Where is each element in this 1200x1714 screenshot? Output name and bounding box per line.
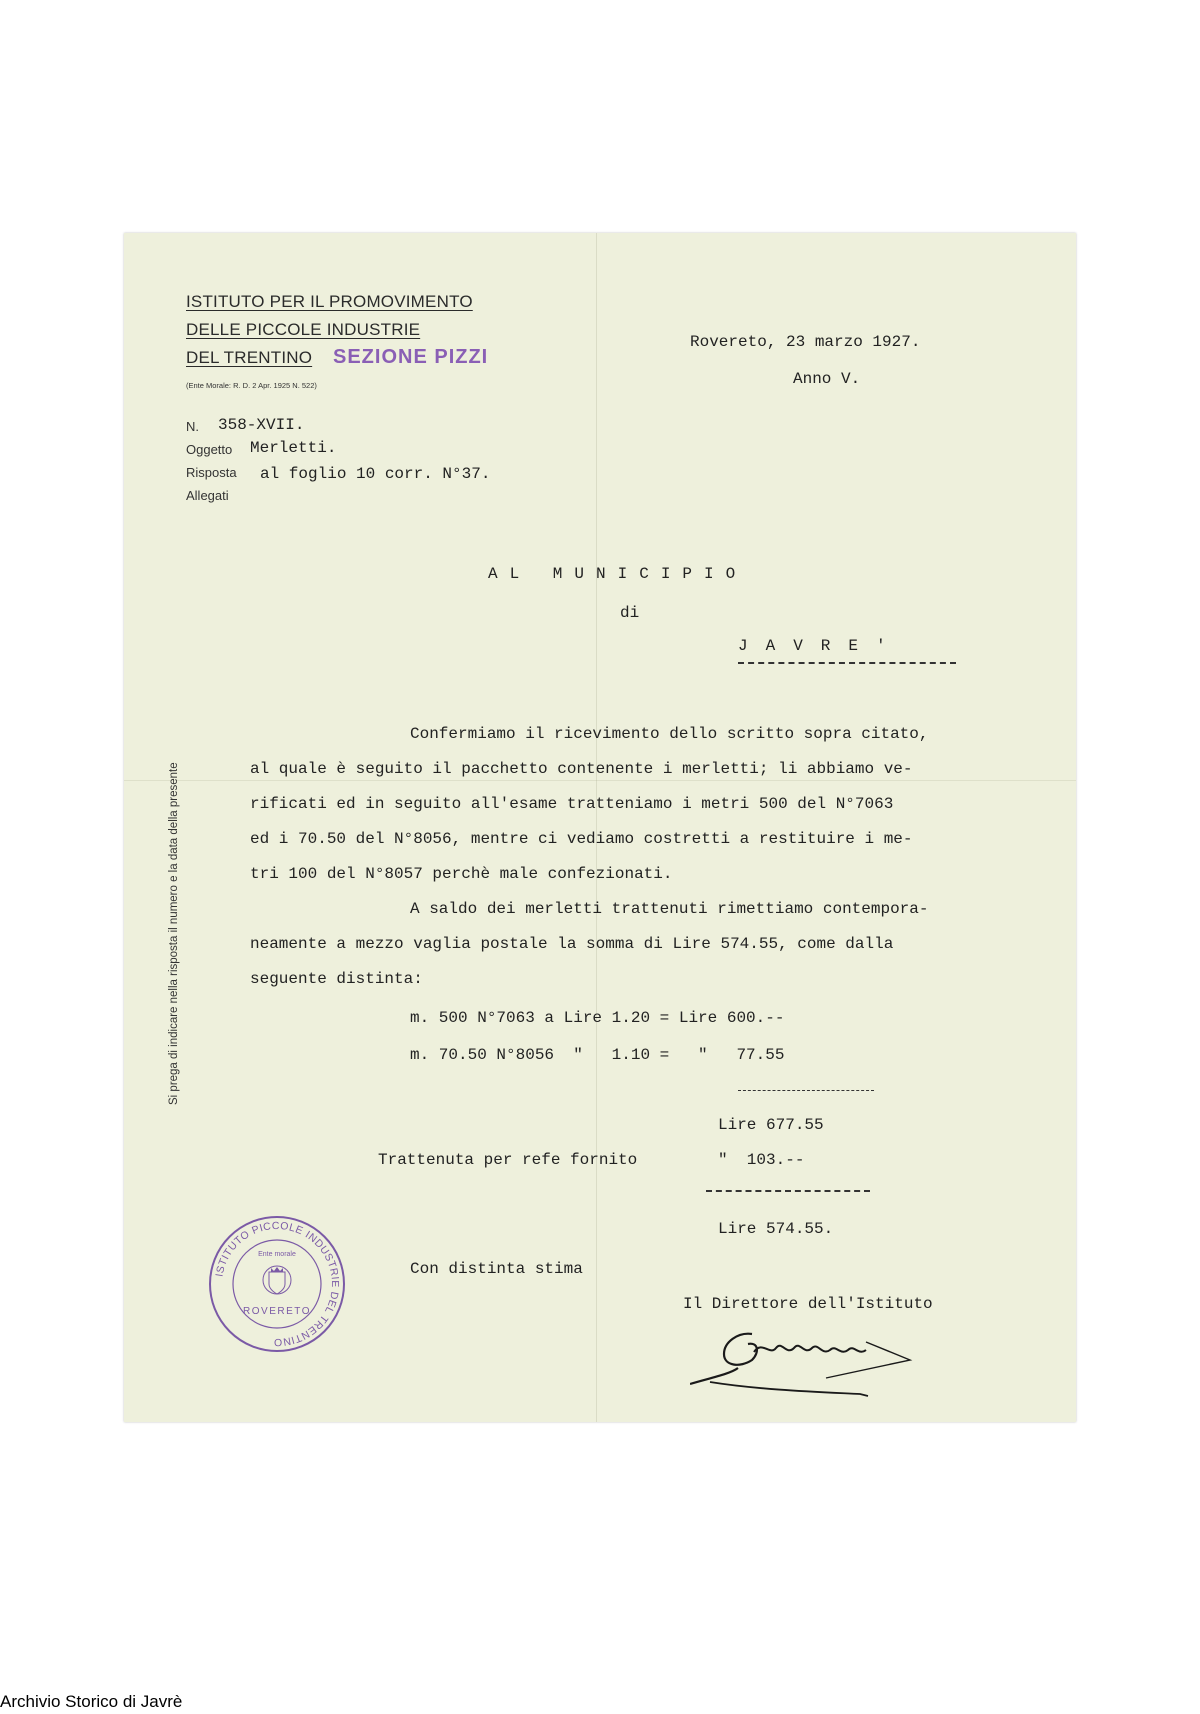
fold-line: [596, 233, 597, 1422]
recipient-line-1: AL MUNICIPIO: [488, 565, 748, 583]
body-line: Confermiamo il ricevimento dello scritto sopra citato,: [410, 725, 929, 743]
signatory: Il Direttore dell'Istituto: [683, 1295, 933, 1313]
distinta-row: m. 500 N°7063 a Lire 1.20 = Lire 600.--: [410, 1009, 785, 1027]
trattenuta-value: " 103.--: [718, 1151, 805, 1169]
closing-line: Con distinta stima: [410, 1260, 583, 1278]
body-line: A saldo dei merletti trattenuti rimettiamo contempora-: [410, 900, 929, 918]
crest-icon: [269, 1272, 285, 1294]
body-line: ed i 70.50 del N°8056, mentre ci vediamo costretti a restituire i me-: [250, 830, 913, 848]
sezione-stamp-text: SEZIONE PIZZI: [333, 346, 489, 368]
letterhead-line-2: DELLE PICCOLE INDUSTRIE: [186, 320, 421, 339]
body-line: seguente distinta:: [250, 970, 423, 988]
institute-seal-stamp: [207, 1214, 347, 1354]
n-label: N.: [186, 419, 199, 434]
body-line: rificati ed in seguito all'esame tratteniamo i metri 500 del N°7063: [250, 795, 894, 813]
trattenuta-label: Trattenuta per refe fornito: [378, 1151, 638, 1169]
letterhead-line-3: DEL TRENTINO: [186, 348, 313, 367]
place-date: Rovereto, 23 marzo 1927.: [690, 333, 921, 351]
total-rule: [706, 1190, 870, 1192]
fold-line: [124, 780, 1076, 781]
stamp-outer-text: ISTITUTO PICCOLE INDUSTRIE DEL TRENTINO: [213, 1219, 342, 1349]
distinta-total: Lire 574.55.: [718, 1220, 834, 1238]
recipient-line-2: di: [620, 604, 640, 622]
stamp-inner-top: Ente morale: [258, 1251, 296, 1258]
body-line: tri 100 del N°8057 perchè male confezionati.: [250, 865, 673, 883]
archive-footer: Archivio Storico di Javrè: [0, 1692, 183, 1711]
reply-instruction-note: Si prega di indicare nella risposta il numero e la data della presente: [168, 762, 180, 1105]
risposta-value: al foglio 10 corr. N°37.: [260, 465, 491, 483]
distinta-row: m. 70.50 N°8056 " 1.10 = " 77.55: [410, 1046, 785, 1064]
body-line: neamente a mezzo vaglia postale la somma di Lire 574.55, come dalla: [250, 935, 894, 953]
distinta-subtotal: Lire 677.55: [718, 1116, 824, 1134]
recipient-underline: [738, 662, 956, 664]
body-line: al quale è seguito il pacchetto contenente i merletti; li abbiamo ve-: [250, 760, 913, 778]
handwritten-signature: [690, 1312, 940, 1402]
letterhead-line-1: ISTITUTO PER IL PROMOVIMENTO: [186, 292, 473, 311]
anno: Anno V.: [793, 370, 861, 388]
allegati-label: Allegati: [186, 488, 229, 503]
risposta-label: Risposta: [186, 465, 237, 480]
recipient-line-3: JAVRE': [738, 637, 904, 655]
ente-morale-note: (Ente Morale: R. D. 2 Apr. 1925 N. 522): [186, 381, 317, 390]
n-value: 358-XVII.: [218, 416, 305, 434]
stamp-inner-bottom: ROVERETO: [243, 1306, 311, 1317]
oggetto-label: Oggetto: [186, 442, 233, 457]
oggetto-value: Merletti.: [250, 439, 337, 457]
subtotal-rule: [738, 1090, 874, 1091]
crown-icon: [271, 1267, 283, 1272]
